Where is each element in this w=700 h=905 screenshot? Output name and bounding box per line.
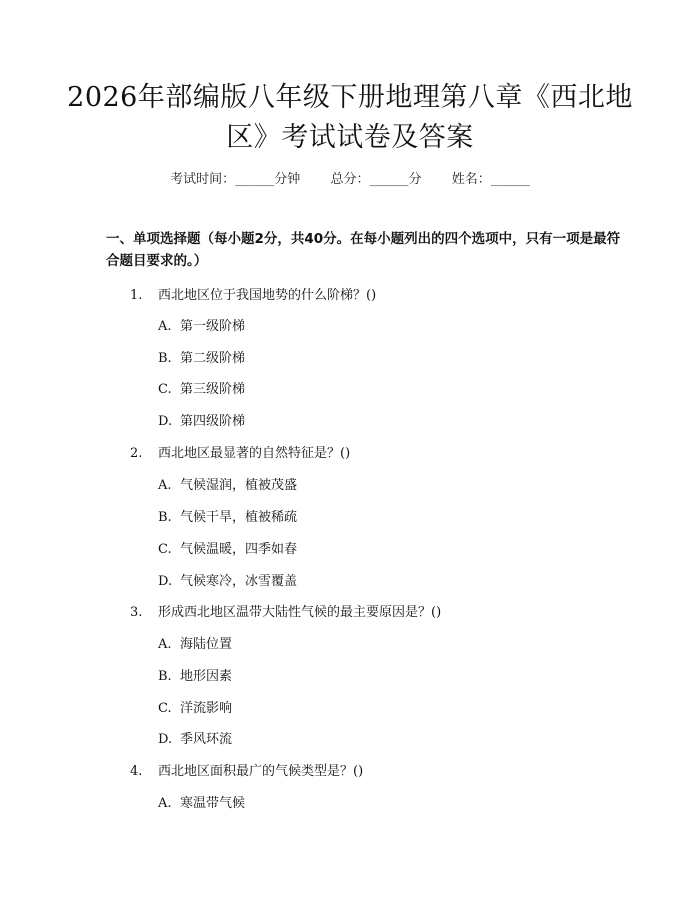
option-letter: C. [158,382,172,397]
option-text: 第三级阶梯 [180,382,246,397]
option [158,315,245,334]
option [158,633,232,652]
score-blank: ______ [369,172,409,187]
option-letter: B. [158,351,172,366]
name-blank: ______ [490,172,530,187]
option [158,506,297,525]
question [130,760,363,779]
option [158,728,232,747]
question-number: 4. [130,764,143,779]
option-text: 第一级阶梯 [180,319,246,334]
option-text: 海陆位置 [180,637,233,652]
question-number: 1. [130,288,143,303]
time-blank: ______ [235,172,275,187]
option [158,538,297,557]
option-letter: B. [158,669,172,684]
option-letter: B. [158,510,172,525]
question [130,284,376,303]
section-heading: 一、单项选择题（每小题2分，共40分。在每小题列出的四个选项中，只有一项是最符合题目要求的。） [106,231,621,269]
option-text: 第二级阶梯 [180,351,246,366]
option-text: 气候寒冷，冰雪覆盖 [180,574,298,589]
score-unit: 分 [408,172,422,187]
option-letter: D. [158,574,173,589]
option-letter: C. [158,701,172,716]
option-text: 寒温带气候 [180,796,246,811]
exam-meta [0,168,700,187]
option [158,697,232,716]
question-number: 2. [130,446,143,461]
option-letter: A. [158,637,172,652]
option-letter: A. [158,796,172,811]
question [130,601,441,620]
option [158,570,297,589]
question-number: 3. [130,605,143,620]
question-text: 西北地区最显著的自然特征是？() [158,446,351,461]
option-letter: C. [158,542,172,557]
option-letter: D. [158,414,173,429]
question-text: 形成西北地区温带大陆性气候的最主要原因是？() [158,605,442,620]
option [158,792,245,811]
question [130,442,350,461]
time-label: 考试时间： [170,172,236,187]
page-title: 2026年部编版八年级下册地理第八章《西北地区》考试试卷及答案 [67,82,633,153]
option-text: 洋流影响 [180,701,233,716]
option [158,378,245,397]
question-text: 西北地区位于我国地势的什么阶梯？() [158,288,377,303]
option-text: 气候湿润，植被茂盛 [180,478,298,493]
option [158,665,232,684]
name-label: 姓名： [451,172,491,187]
option [158,410,245,429]
time-unit: 分钟 [274,172,301,187]
option-text: 气候干旱，植被稀疏 [180,510,298,525]
option [158,474,297,493]
option-letter: A. [158,319,172,334]
score-label: 总分： [330,172,370,187]
option-text: 季风环流 [180,732,233,747]
option [158,347,245,366]
option-letter: D. [158,732,173,747]
option-letter: A. [158,478,172,493]
option-text: 第四级阶梯 [180,414,246,429]
question-text: 西北地区面积最广的气候类型是？() [158,764,364,779]
option-text: 地形因素 [180,669,233,684]
option-text: 气候温暖，四季如春 [180,542,298,557]
